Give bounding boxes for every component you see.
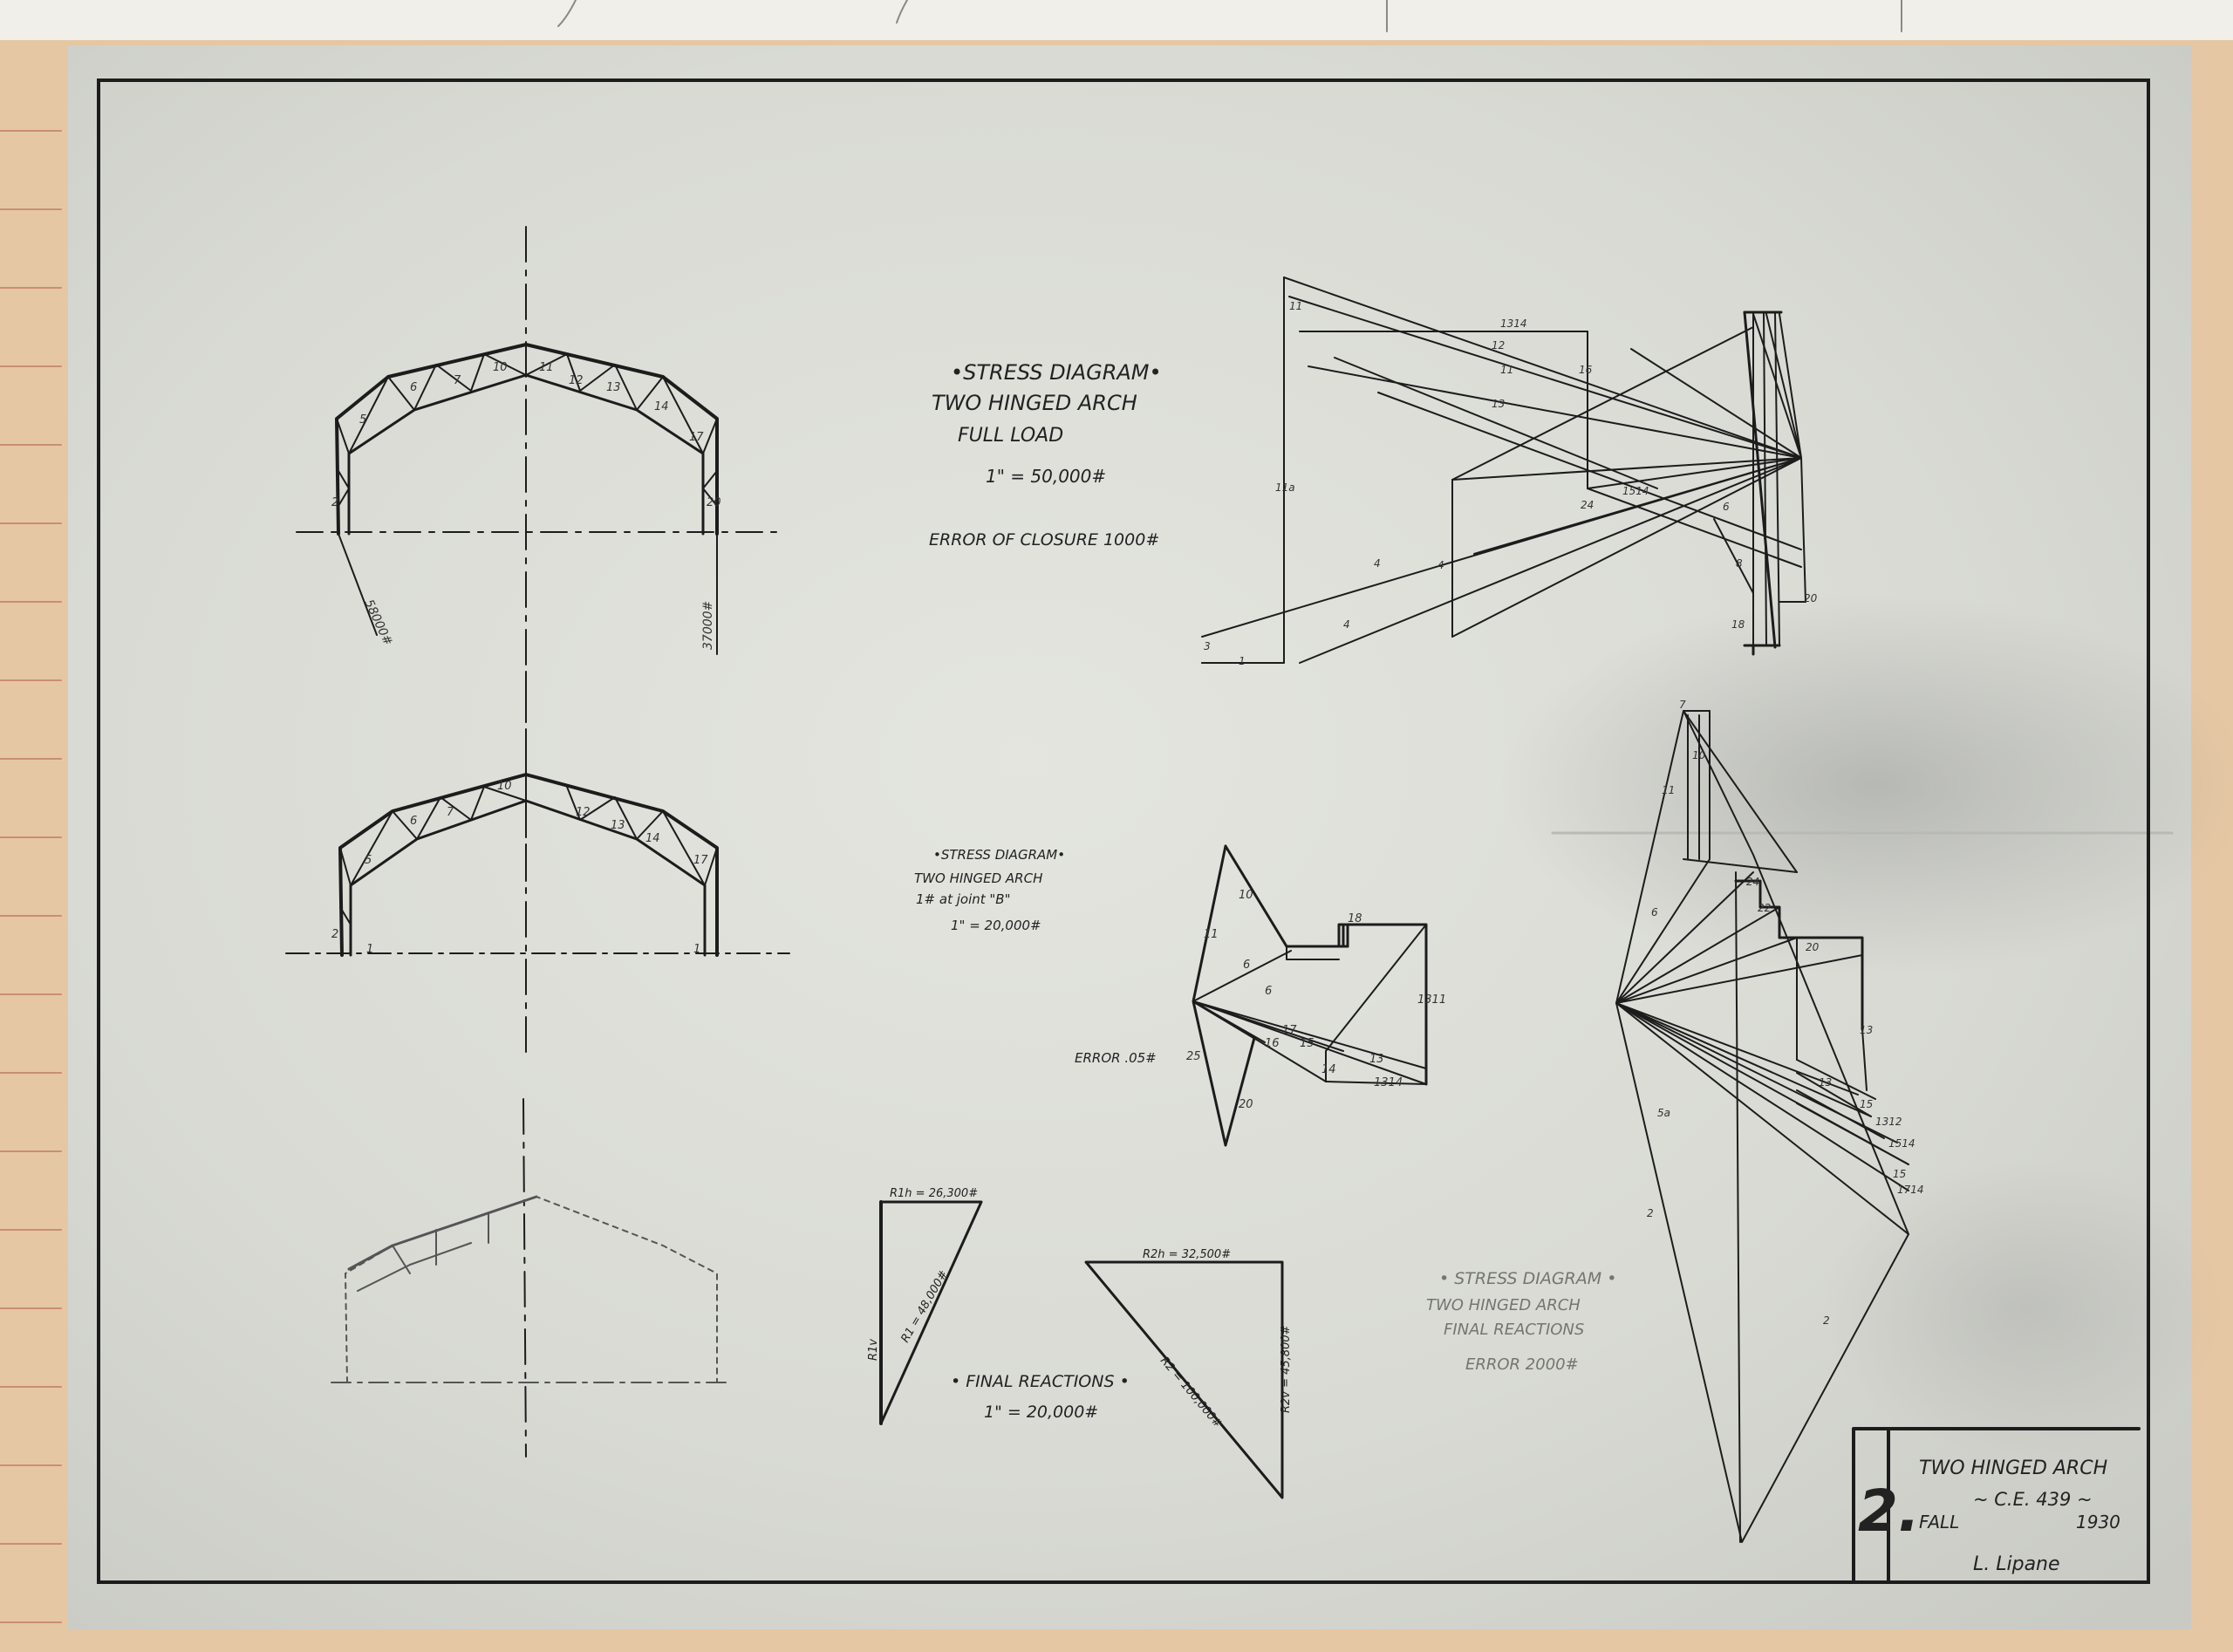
svg-text:1: 1 — [366, 943, 374, 956]
svg-text:15: 15 — [1893, 1168, 1907, 1180]
note1-error: ERROR OF CLOSURE 1000# — [929, 530, 1160, 550]
svg-text:14: 14 — [1321, 1063, 1336, 1076]
svg-text:22: 22 — [1758, 902, 1772, 914]
sheet-course: ~ C.E. 439 ~ — [1973, 1489, 2093, 1510]
r2h-label: R2h = 32,500# — [1143, 1248, 1232, 1261]
r1v-label: R1v — [867, 1339, 880, 1361]
svg-text:11: 11 — [1500, 364, 1514, 376]
svg-text:16: 16 — [1265, 1037, 1280, 1050]
svg-text:11a: 11a — [1275, 481, 1295, 494]
note3-heading: • FINAL REACTIONS • — [951, 1372, 1130, 1391]
svg-text:11: 11 — [1289, 300, 1303, 312]
sheet-number: 2. — [1858, 1478, 1920, 1545]
svg-text:6: 6 — [1243, 959, 1251, 972]
svg-text:7: 7 — [454, 374, 461, 387]
svg-text:5a: 5a — [1657, 1107, 1670, 1119]
svg-text:10: 10 — [1692, 749, 1706, 761]
note2-error: ERROR .05# — [1075, 1050, 1157, 1066]
svg-text:12: 12 — [576, 806, 591, 819]
r1h-label: R1h = 26,300# — [890, 1187, 979, 1200]
svg-text:24: 24 — [1581, 499, 1595, 511]
svg-text:20: 20 — [1239, 1098, 1253, 1111]
svg-text:11: 11 — [539, 361, 554, 374]
svg-text:13: 13 — [611, 819, 625, 832]
note1-scale: 1" = 50,000# — [986, 466, 1107, 487]
note1-line1: TWO HINGED ARCH — [932, 391, 1137, 415]
note3-scale: 1" = 20,000# — [984, 1403, 1099, 1422]
svg-text:1: 1 — [1239, 655, 1246, 667]
paper-stain-2 — [1823, 1160, 2224, 1457]
svg-text:16: 16 — [1579, 364, 1593, 376]
svg-text:1: 1 — [693, 943, 701, 956]
svg-text:7: 7 — [447, 806, 454, 819]
svg-text:17: 17 — [1282, 1024, 1297, 1037]
reaction-left-label: 58000# — [361, 597, 395, 648]
note4-heading: • STRESS DIAGRAM • — [1439, 1269, 1617, 1288]
note2-line1: TWO HINGED ARCH — [914, 870, 1043, 886]
svg-text:10: 10 — [497, 780, 512, 793]
svg-text:2: 2 — [1647, 1207, 1654, 1219]
svg-text:13: 13 — [1819, 1076, 1833, 1089]
r2v-label: R2v = 45,800# — [1280, 1325, 1293, 1413]
svg-text:13: 13 — [1860, 1024, 1874, 1036]
note2-scale: 1" = 20,000# — [951, 918, 1041, 933]
sheet-term: FALL — [1919, 1512, 1960, 1533]
note1-heading: •STRESS DIAGRAM• — [951, 360, 1162, 385]
svg-text:12: 12 — [569, 374, 584, 387]
svg-text:20: 20 — [707, 496, 721, 509]
note4-line1: TWO HINGED ARCH — [1426, 1296, 1581, 1314]
svg-text:5: 5 — [359, 413, 367, 427]
r2-label: R2 = 100,000# — [1157, 1354, 1225, 1431]
svg-text:25: 25 — [1186, 1050, 1201, 1063]
svg-text:10: 10 — [1239, 889, 1253, 902]
sheet-year: 1930 — [2076, 1512, 2120, 1533]
svg-text:17: 17 — [693, 854, 708, 867]
svg-text:13: 13 — [606, 381, 621, 394]
svg-text:4: 4 — [1374, 557, 1381, 570]
svg-text:1314: 1314 — [1374, 1076, 1403, 1089]
svg-text:1312: 1312 — [1875, 1116, 1902, 1128]
svg-text:24: 24 — [1746, 876, 1760, 888]
svg-text:11: 11 — [1204, 928, 1219, 941]
svg-text:4: 4 — [1437, 559, 1444, 571]
svg-text:6: 6 — [1723, 501, 1730, 513]
r1-label: R1 = 48,000# — [898, 1268, 951, 1345]
mount-top-strip — [0, 0, 2233, 40]
svg-text:5: 5 — [365, 854, 372, 867]
svg-text:1514: 1514 — [1888, 1137, 1915, 1150]
svg-text:6: 6 — [410, 381, 418, 394]
note2-line2: 1# at joint "B" — [916, 891, 1011, 907]
note1-line2: FULL LOAD — [958, 425, 1064, 447]
reaction-right-label: 37000# — [701, 600, 715, 650]
svg-text:12: 12 — [1492, 339, 1506, 352]
svg-text:10: 10 — [493, 361, 508, 374]
svg-text:3: 3 — [1204, 640, 1211, 652]
svg-text:6: 6 — [1651, 906, 1658, 918]
svg-text:15: 15 — [1300, 1037, 1315, 1050]
svg-text:15: 15 — [1860, 1098, 1874, 1110]
svg-text:18: 18 — [1348, 912, 1362, 925]
svg-text:20: 20 — [1806, 941, 1820, 953]
svg-text:17: 17 — [689, 431, 704, 444]
svg-text:14: 14 — [654, 400, 669, 413]
svg-text:13: 13 — [1492, 398, 1506, 410]
svg-text:2: 2 — [331, 496, 339, 509]
paper-stain — [1500, 593, 2233, 977]
svg-text:14: 14 — [645, 832, 660, 845]
svg-text:7: 7 — [1679, 699, 1686, 711]
note4-line2: FINAL REACTIONS — [1444, 1321, 1585, 1339]
svg-text:1714: 1714 — [1897, 1184, 1924, 1196]
svg-text:4: 4 — [1343, 618, 1350, 631]
svg-text:1514: 1514 — [1622, 485, 1649, 497]
svg-text:1314: 1314 — [1500, 317, 1527, 330]
svg-text:13: 13 — [1369, 1053, 1384, 1066]
svg-text:6: 6 — [410, 815, 418, 828]
sheet-title: TWO HINGED ARCH — [1919, 1457, 2108, 1479]
note4-error: ERROR 2000# — [1465, 1355, 1579, 1374]
svg-text:2: 2 — [331, 928, 339, 941]
svg-text:8: 8 — [1736, 557, 1743, 570]
svg-text:6: 6 — [1265, 985, 1273, 998]
sheet-signature: L. Lipane — [1973, 1553, 2060, 1575]
svg-text:18: 18 — [1731, 618, 1745, 631]
svg-text:2: 2 — [1823, 1314, 1830, 1327]
svg-text:11: 11 — [1662, 784, 1676, 796]
svg-text:1311: 1311 — [1417, 993, 1447, 1007]
note2-heading: •STRESS DIAGRAM• — [933, 847, 1066, 863]
svg-text:20: 20 — [1804, 592, 1818, 604]
